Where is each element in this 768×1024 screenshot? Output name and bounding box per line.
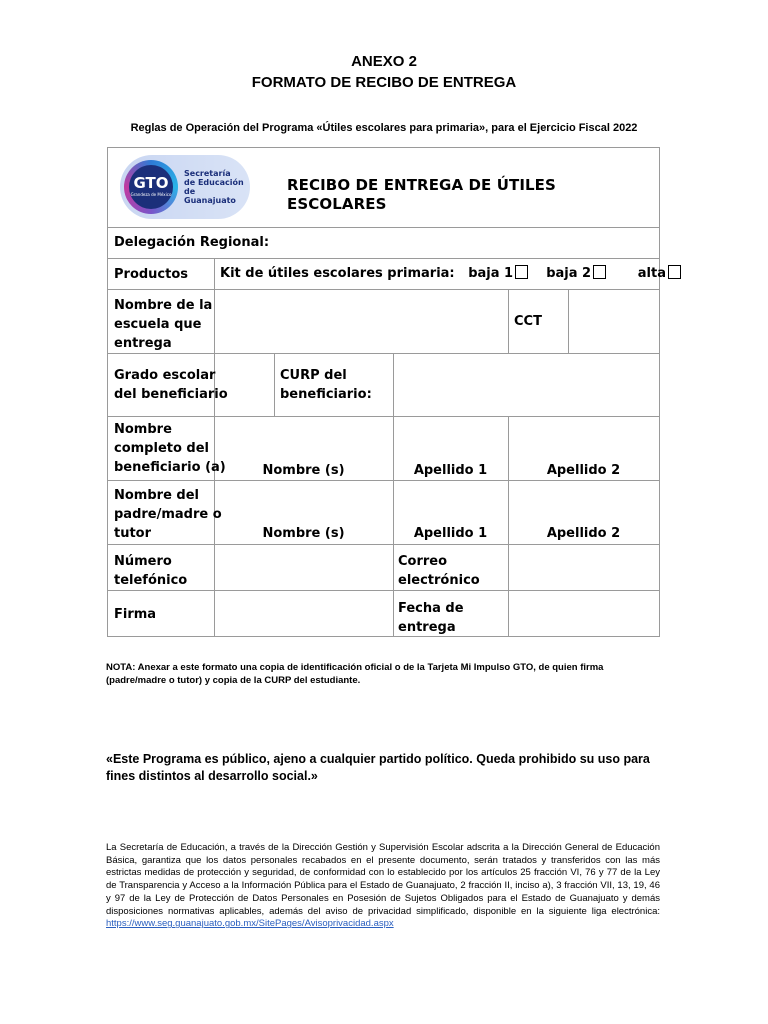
form-title: RECIBO DE ENTREGA DE ÚTILES ESCOLARES: [287, 176, 556, 213]
telefono-label: Número telefónico: [114, 554, 188, 588]
baja2-checkbox[interactable]: [593, 265, 606, 279]
gto-emblem-icon: [124, 160, 178, 214]
seg-guanajuato-logo: [120, 155, 250, 219]
grado-label: Grado escolar del beneficiario: [114, 368, 228, 402]
beneficiario-nombres: Nombre (s): [262, 463, 345, 478]
padre-apellido1: Apellido 1: [413, 526, 488, 541]
annex-title: ANEXO 2: [351, 53, 417, 70]
productos-label: Productos: [114, 267, 189, 282]
beneficiario-label: Nombre completo del beneficiario (a): [114, 422, 226, 475]
logo-tagline: Grandeza de México: [130, 192, 172, 197]
fecha-entrega-label: Fecha de entrega: [398, 601, 464, 635]
option-baja2-label: baja 2: [546, 266, 592, 281]
correo-label: Correo electrónico: [398, 554, 480, 588]
delivery-receipt-form: [107, 147, 666, 637]
logo-org-name: Secretaría de Educación de Guanajuato: [184, 169, 244, 205]
option-baja1-label: baja 1: [468, 266, 514, 281]
nota-text: NOTA: Anexar a este formato una copia de identificación oficial o de la Tarjeta Mi Impulso GTO, de quien firma (padre/madre o tutor) y copia de la CURP del estudiante.: [106, 662, 604, 686]
rules-subtitle: Reglas de Operación del Programa «Útiles escolares para primaria», para el Ejercicio Fiscal 2022: [130, 122, 638, 134]
padre-nombres: Nombre (s): [262, 526, 345, 541]
alta-checkbox[interactable]: [668, 265, 681, 279]
baja1-checkbox[interactable]: [515, 265, 528, 279]
padre-apellido2: Apellido 2: [546, 526, 621, 541]
logo-acronym: GTO: [133, 174, 169, 192]
padre-label: Nombre del padre/madre o tutor: [114, 488, 222, 541]
beneficiario-apellido1: Apellido 1: [413, 463, 488, 478]
delegacion-label: Delegación Regional:: [114, 235, 270, 250]
option-alta-label: alta: [637, 266, 666, 281]
firma-label: Firma: [114, 607, 157, 622]
kit-label: Kit de útiles escolares primaria:: [220, 266, 455, 281]
privacy-notice: [106, 842, 660, 931]
beneficiario-apellido2: Apellido 2: [546, 463, 621, 478]
escuela-label: Nombre de la escuela que entrega: [114, 298, 213, 351]
cct-label: CCT: [514, 314, 542, 329]
privacy-text: La Secretaría de Educación, a través de la Dirección Gestión y Supervisión Escolar adscrita a la Dirección General de Educación Básica, garantiza que los datos personales recabados en el presente documento, serán tratados y transferidos con las más estrictas medidas de protección y seguridad, de conformidad con lo establecido por los artículos 25 fracción VI, 76 y 77 de la Ley de Transparencia y Acceso a la Información Pública para el Estado de Guanajuato, 2 fracción II, inciso a), 3 fracción VII, 13, 19, 46 y 97 de la Ley de Protección de Datos Personales en Posesión de Sujetos Obligados para el Estado de Guanajuato y demás disposiciones normativas aplicables, además del aviso de privacidad simplificado, disponible en la siguiente liga electrónica:: [106, 842, 660, 917]
format-title: FORMATO DE RECIBO DE ENTREGA: [251, 74, 517, 91]
kit-options: [220, 264, 681, 283]
privacy-link[interactable]: https://www.seg.guanajuato.gob.mx/SitePages/Avisoprivacidad.aspx: [106, 918, 394, 930]
program-disclaimer: «Este Programa es público, ajeno a cualquier partido político. Queda prohibido su uso para fines distintos al desarrollo social.»: [106, 752, 650, 783]
curp-label: CURP del beneficiario:: [280, 368, 372, 402]
